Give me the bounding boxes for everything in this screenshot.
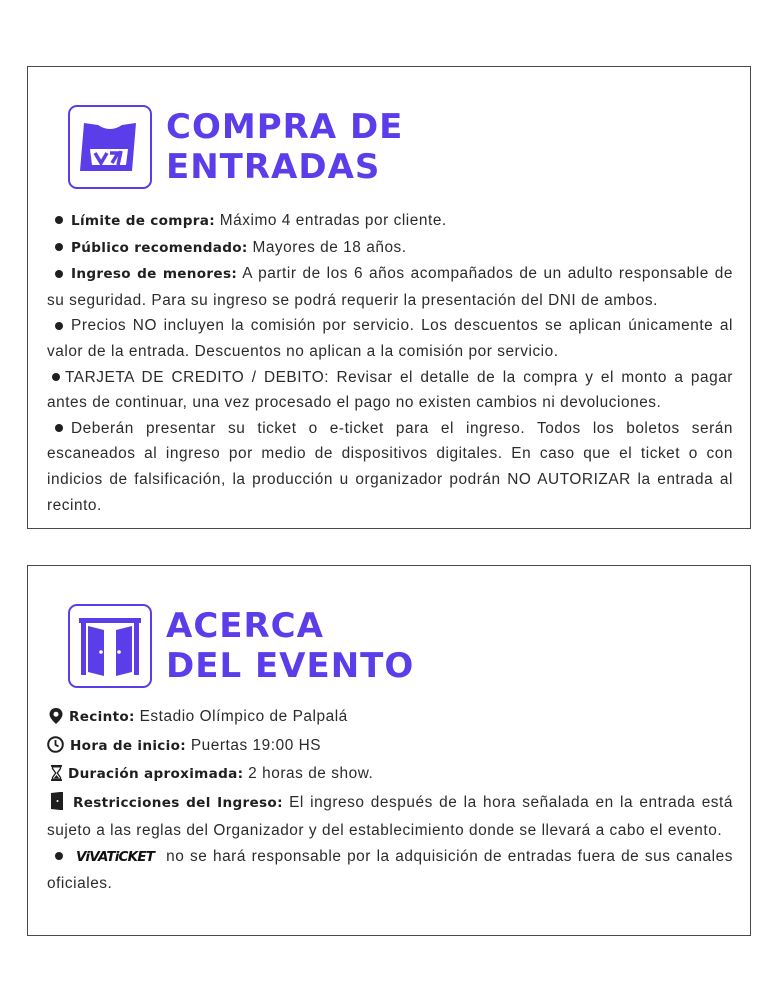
bullet-icon: [55, 216, 63, 224]
compra-header: [68, 105, 668, 195]
location-pin-icon: [49, 707, 63, 733]
hora-row: Hora de inicio: Puertas 19:00 HS: [47, 733, 733, 762]
compra-title: COMPRA DE ENTRADAS: [166, 107, 404, 187]
compra-entradas-card: [27, 66, 751, 529]
acerca-body: [47, 704, 733, 896]
vivaticket-logo: ViVATiCKET: [76, 848, 155, 865]
door-icon: [68, 604, 152, 688]
list-item: Precios NO incluyen la comisión por servicio. Los descuentos se aplican únicamente al valor de la entrada. Descuentos no aplican a la comisión por servicio.: [47, 317, 733, 360]
list-item: Límite de compra: Máximo 4 entradas por cliente.: [47, 208, 733, 235]
acerca-title: ACERCA DEL EVENTO: [166, 606, 415, 686]
hourglass-icon: [51, 764, 62, 790]
bullet-icon: [55, 424, 63, 432]
bullet-icon: [55, 270, 63, 278]
compra-body: [47, 208, 733, 518]
list-item: Deberán presentar su ticket o e-ticket para el ingreso. Todos los boletos serán escaneados al ingreso por medio de dispositivos digitales. En caso que el ticket o con indicios de falsificación, la producción u organizador podrán NO AUTORIZAR la entrada al recinto.: [47, 419, 733, 514]
acerca-header: [68, 604, 668, 694]
bullet-icon: [52, 373, 60, 381]
bullet-icon: [55, 852, 63, 860]
bullet-icon: [55, 243, 63, 251]
bullet-icon: [55, 322, 63, 330]
list-item: Ingreso de menores: A partir de los 6 años acompañados de un adulto responsable de su seguridad. Para su ingreso se podrá requerir la presentación del DNI de ambos.: [47, 265, 733, 309]
door-small-icon: [51, 792, 63, 819]
list-item: TARJETA DE CREDITO / DEBITO: Revisar el detalle de la compra y el monto a pagar antes de continuar, una vez procesado el pago no existen cambios ni devoluciones.: [47, 368, 733, 412]
clock-icon: [47, 736, 64, 762]
recinto-row: Recinto: Estadio Olímpico de Palpalá: [47, 704, 733, 733]
list-item: Público recomendado: Mayores de 18 años.: [47, 235, 733, 262]
ticket-logo-icon: [68, 105, 152, 189]
acerca-evento-card: [27, 565, 751, 936]
disclaimer-row: ViVATiCKET no se hará responsable por la adquisición de entradas fuera de sus canales oficiales.: [47, 847, 733, 892]
restricciones-row: Restricciones del Ingreso: El ingreso después de la hora señalada en la entrada está sujeto a las reglas del Organizador y del establecimiento donde se llevará a cabo el evento.: [47, 793, 733, 840]
duracion-row: Duración aproximada: 2 horas de show.: [47, 761, 733, 790]
